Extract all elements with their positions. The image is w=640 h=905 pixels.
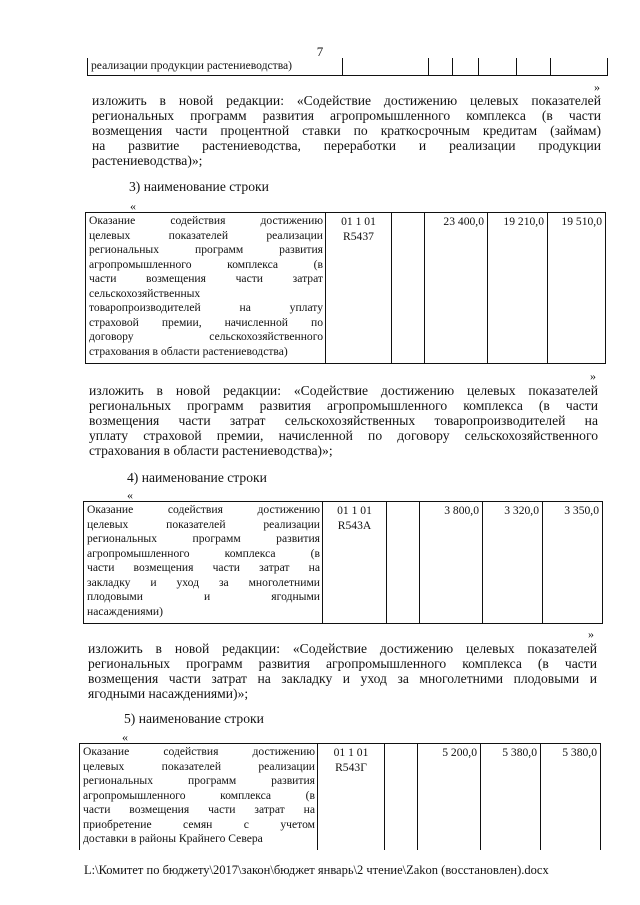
paragraph-2: изложить в новой редакции: «Содействие достижению целевых показателей региональных программ развития агропромышленного комплекса (в части возмещения части затрат сельскохозяйственных товаропроизводителей на уплату страховой премии, начисленной по договору сельскохозяйственного страхования в области растениеводства)»;: [89, 383, 598, 458]
open-quote-4: «: [127, 488, 133, 502]
item-5-label: 5) наименование строки: [124, 711, 264, 726]
table-4-description: Оказание содействия достижению целевых показателей реализации региональных программ развития агропромышленного комплекса (в части возмещения части затрат на закладку и уход за многолетними плодовыми и ягодными насаждениями): [84, 502, 323, 624]
close-quote-4: »: [588, 627, 594, 641]
item-3-label: 3) наименование строки: [129, 179, 269, 194]
table-5-value-2: 5 380,0: [481, 744, 541, 850]
table-3-value-2: 19 210,0: [488, 213, 548, 364]
table-5-value-1: 5 200,0: [418, 744, 481, 850]
table-3-value-3: 19 510,0: [548, 213, 606, 364]
table-4-value-2: 3 320,0: [483, 502, 543, 624]
paragraph-1: изложить в новой редакции: «Содействие достижению целевых показателей региональных программ развития агропромышленного комплекса (в части возмещения части процентной ставки по краткосрочным кредитам (займам) на развитие растениеводства, переработки и реализации продукции растениеводства)»;: [92, 93, 601, 168]
table-5-description: Оказание содействия достижению целевых показателей реализации региональных программ развития агропромышленного комплекса (в части возмещения части затрат на приобретение семян с учетом доставки в районы Крайнего Севера: [80, 744, 318, 850]
table-item-3: [85, 212, 606, 364]
top-table-fragment: [87, 58, 608, 76]
table-3-code: 01 1 01 R5437: [326, 213, 392, 364]
table-4-code: 01 1 01 R543A: [323, 502, 387, 624]
paragraph-3: изложить в новой редакции: «Содействие достижению целевых показателей региональных программ развития агропромышленного комплекса (в части возмещения части затрат на закладку и уход за многолетними плодовыми и ягодными насаждениями)»;: [88, 641, 597, 701]
table-item-5: [79, 743, 601, 850]
top-table-cell: реализации продукции растениеводства): [88, 58, 343, 75]
close-quote-3: »: [590, 369, 596, 383]
table-3-value-1: 23 400,0: [425, 213, 488, 364]
page-number: 7: [316, 44, 324, 59]
open-quote-5: «: [122, 730, 128, 744]
table-3-description: Оказание содействия достижению целевых показателей реализации региональных программ развития агропромышленного комплекса (в части возмещения части затрат сельскохозяйственных товаропроизводителей на уплату страховой премии, начисленной по договору сельскохозяйственного страхования в области растениеводства): [86, 213, 326, 364]
table-4-value-3: 3 350,0: [543, 502, 603, 624]
item-4-label: 4) наименование строки: [127, 470, 267, 485]
close-quote: »: [594, 80, 600, 94]
file-path-footer: L:\Комитет по бюджету\2017\закон\бюджет январь\2 чтение\Zakon (восстановлен).docx: [84, 863, 549, 877]
table-5-code: 01 1 01 R543Г: [318, 744, 385, 850]
table-item-4: [83, 501, 603, 624]
table-4-value-1: 3 800,0: [420, 502, 483, 624]
table-5-value-3: 5 380,0: [541, 744, 601, 850]
open-quote-3: «: [130, 199, 136, 213]
